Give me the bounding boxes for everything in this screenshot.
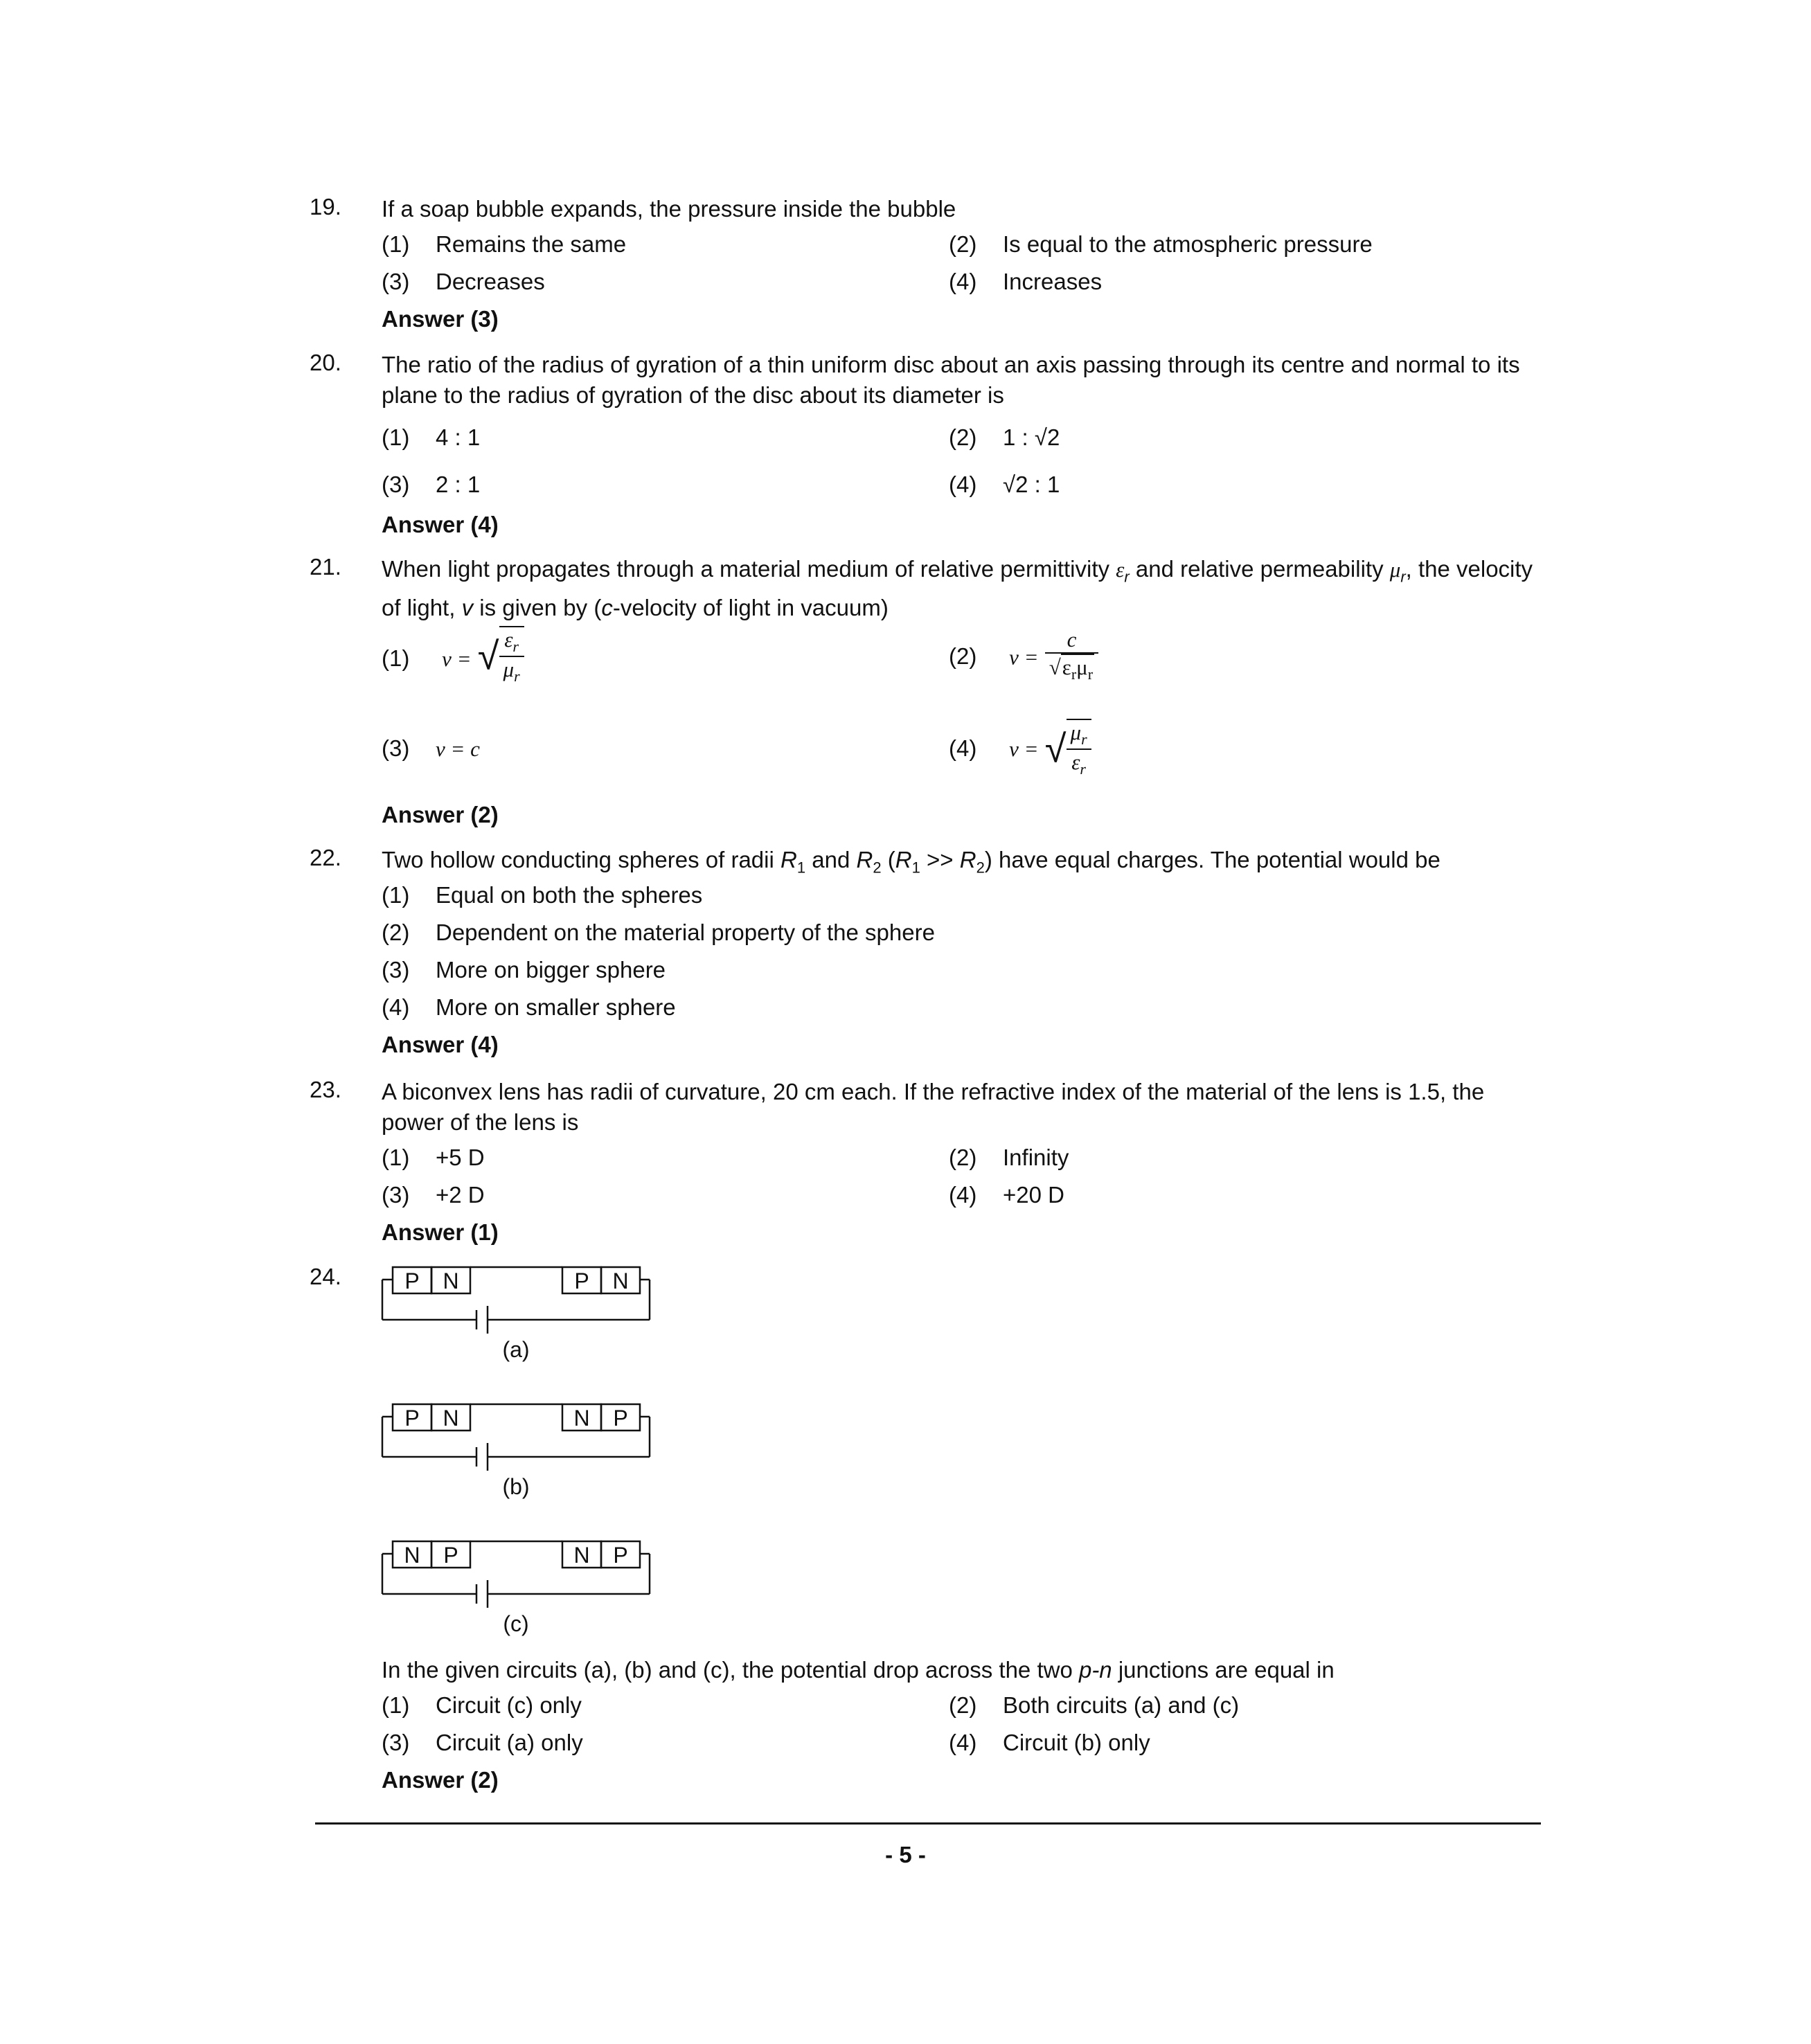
circuit-b	[382, 1404, 650, 1471]
question-text: When light propagates through a material medium of relative permittivity $\varepsilon_r$ and relative permeability $\mu_r$, the velocity of light, v is given by (c-velocity of light in vacuum)	[382, 556, 1533, 620]
option-1: (1) v = √ $\frac{\varepsilon_r}{\mu_r}$	[382, 630, 524, 690]
circuit-label: (a)	[502, 1337, 530, 1362]
option-2: (2) v = $\frac{c}{√\varepsilon_r\mu_r}$	[949, 630, 1098, 686]
junction-letter: P	[404, 1406, 420, 1431]
junction-letter: N	[573, 1543, 590, 1568]
question-text: Two hollow conducting spheres of radii $R_1$ and $R_2$ $(R_1 >> R_2)$ have equal charges. The potential would be	[382, 847, 1440, 877]
option-4: (4) Increases	[949, 269, 1103, 294]
option-3: (3) +2 D	[382, 1182, 485, 1208]
option-2: (2) Infinity	[949, 1145, 1069, 1170]
question-text: In the given circuits (a), (b) and (c), the potential drop across the two p-n junctions are equal in	[382, 1657, 1335, 1683]
option-1: (1) +5 D	[382, 1145, 485, 1170]
footer-divider	[315, 1822, 1541, 1825]
option-3: (3) More on bigger sphere	[382, 957, 666, 983]
option-1: (1) Remains the same	[382, 231, 627, 257]
circuit-c	[382, 1541, 650, 1608]
option-3: (3) Circuit (a) only	[382, 1730, 583, 1755]
option-1: (1) Circuit (c) only	[382, 1692, 582, 1718]
question-number: 22.	[310, 845, 341, 870]
circuit-label: (b)	[502, 1474, 530, 1499]
answer: Answer (4)	[382, 512, 499, 537]
option-4: (4) +20 D	[949, 1182, 1064, 1208]
circuit-label: (c)	[503, 1611, 529, 1636]
answer: Answer (2)	[382, 1767, 499, 1793]
question-text: The ratio of the radius of gyration of a thin uniform disc about an axis passing through its centre and normal to its plane to the radius of gyration of the disc about its diameter is	[382, 352, 1520, 408]
option-3: (3) 2 : 1	[382, 472, 481, 497]
option-2: (2) Dependent on the material property of the sphere	[382, 920, 935, 945]
junction-letter: N	[443, 1268, 459, 1293]
option-4: (4) Circuit (b) only	[949, 1730, 1150, 1755]
question-number: 21.	[310, 554, 341, 580]
question-number: 24.	[310, 1264, 341, 1289]
junction-letter: N	[573, 1406, 590, 1431]
option-3: (3) Decreases	[382, 269, 545, 294]
option-2: (2) Is equal to the atmospheric pressure	[949, 231, 1373, 257]
junction-letter: P	[574, 1268, 589, 1293]
question-text: If a soap bubble expands, the pressure inside the bubble	[382, 196, 956, 222]
junction-letter: P	[613, 1406, 628, 1431]
junction-letter: N	[443, 1406, 459, 1431]
option-1: (1) 4 : 1	[382, 424, 481, 450]
option-4: (4) √2 : 1	[949, 472, 1060, 497]
answer: Answer (4)	[382, 1032, 499, 1057]
junction-letter: N	[404, 1543, 420, 1568]
page-number: - 5 -	[885, 1842, 926, 1867]
junction-letter: P	[404, 1268, 420, 1293]
junction-letter: N	[612, 1268, 629, 1293]
option-4: (4) v = √ $\frac{\mu_r}{\varepsilon_r}$	[949, 720, 1091, 780]
question-number: 23.	[310, 1077, 341, 1102]
option-4: (4) More on smaller sphere	[382, 994, 676, 1020]
answer: Answer (3)	[382, 306, 499, 332]
option-2: (2) 1 : √2	[949, 424, 1060, 450]
option-1: (1) Equal on both the spheres	[382, 882, 703, 908]
question-number: 19.	[310, 194, 341, 219]
question-number: 20.	[310, 350, 341, 375]
option-3: (3) v = c	[382, 735, 480, 761]
answer: Answer (1)	[382, 1219, 499, 1245]
circuit-diagrams	[374, 1253, 686, 1641]
junction-letter: P	[443, 1543, 458, 1568]
answer: Answer (2)	[382, 802, 499, 827]
junction-letter: P	[613, 1543, 628, 1568]
option-2: (2) Both circuits (a) and (c)	[949, 1692, 1240, 1718]
question-text: A biconvex lens has radii of curvature, 20 cm each. If the refractive index of the material of the lens is 1.5, the power of the lens is	[382, 1079, 1485, 1135]
circuit-a	[382, 1267, 650, 1334]
